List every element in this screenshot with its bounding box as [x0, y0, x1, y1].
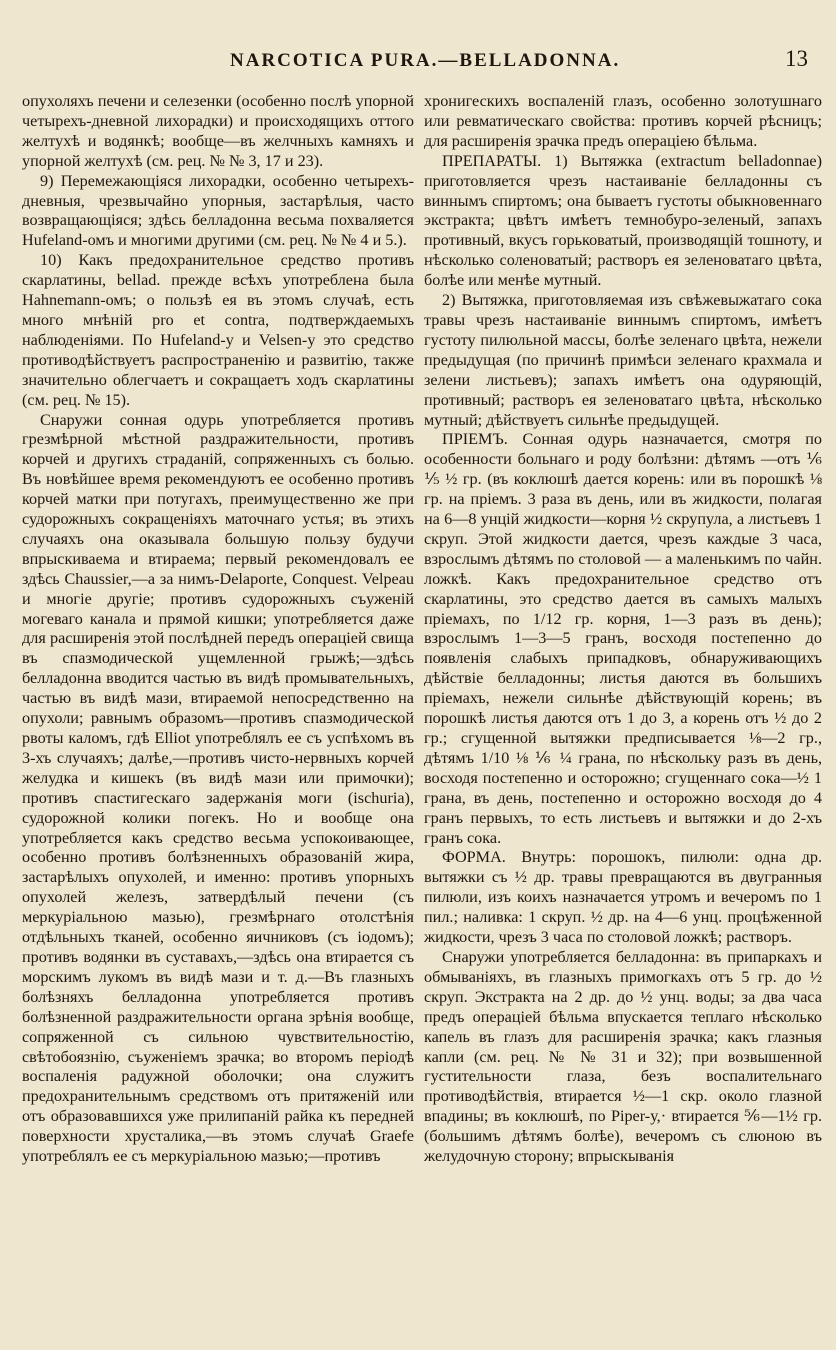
paragraph: Снаружи употребляется белладонна: въ припаркахъ и обмываніяхъ, въ глазныхъ примогкахъ отъ 5 гр. до ½ скруп. Экстракта на 2 др. до ½ унц. воды; за два часа предъ операціей бѣльма впускается теплаго нѣсколько капель въ глазъ для расширенія зрачка; какъ глазныя капли (см. рец. № № 31 и 32); при возвышенной густительности глаза, безъ воспалительнаго противодѣйствія, втирается ½—1 скр. около глазной впадины; въ коклюшѣ, по Piper-у,· втирается ⅚—1½ гр. (большимъ дѣтямъ болѣе), вечеромъ съ слюною въ желудочную сторону; впрыскыванія [424, 947, 822, 1166]
paragraph: ПРЕПАРАТЫ. 1) Вытяжка (extractum belladonnae) приготовляется чрезъ настаиваніе белладонны съ виннымъ спиртомъ; она бываетъ густоты обыкновеннаго экстракта; цвѣтъ имѣетъ темнобуро-зеленый, запахъ противный, вкусъ горьковатый, производящій тошноту, и нѣсколько соленоватый; растворъ ея зеленоватаго цвѣта, болѣе или менѣе мутный. [424, 151, 822, 290]
paragraph: ФОРМА. Внутрь: порошокъ, пилюли: одна др. вытяжки съ ½ др. травы превращаются въ двугранныя пилюли, изъ коихъ назначается утромъ и вечеромъ по 1 пил.; наливка: 1 скруп. ½ др. на 4—6 унц. процѣженной жидкости, чрезъ 3 часа по столовой ложкѣ; растворъ. [424, 848, 822, 947]
paragraph: опухоляхъ печени и селезенки (особенно послѣ упорной четырехъ-дневной лихорадки) и происходящихъ оттого желтухѣ и водянкѣ; вообще—въ желчныхъ камняхъ и упорной желтухѣ (см. рец. № № 3, 17 и 23). [22, 92, 414, 170]
paragraph: Снаружи сонная одурь употребляется противъ грезмѣрной мѣстной раздражительности, противъ корчей и другихъ страданій, сопряженныхъ съ болью. Въ новѣйшее время рекомендуютъ ее особенно противъ корчей матки при потугахъ, преимущественно же при судорожныхъ сокращеніяхъ маточнаго устья; въ этихъ случаяхъ она оказывала большую пользу будучи впрыскиваема и втираема; первый рекомендовалъ ее здѣсь Chaussier,—а за нимъ-Delaporte, Conquest. Velpeau и многіе другіе; противъ судорожныхъ съуженій могеваго канала и прямой кишки; употребляется даже для расширенія этой послѣдней передъ операціей свища въ спазмодической ущемленной грыжѣ;—здѣсь белладонна вводится частью въ видѣ промывательныхъ, частью въ видѣ мази, втираемой непосредственно на опухоли; равнымъ образомъ—противъ спазмодической рвоты каломъ, гдѣ Elliot употреблялъ ее съ успѣхомъ въ 3-хъ случаяхъ; далѣе,—противъ чисто-нервныхъ корчей желудка и кишекъ (въ видѣ мази или примочки); противъ спастигескаго задержанія моги (ischuria), судорожной колики погекъ. Но и вообще она употребляется какъ средство весьма успокоивающее, особенно противъ болѣзненныхъ образованій жира, застарѣлыхъ опухолей, и именно: противъ упорныхъ опухолей железъ, затвердѣлый печени (съ меркуріальною мазью), грезмѣрнаго отолстѣнія отдѣльныхъ тканей, особенно яичниковъ (съ іодомъ); противъ водянки въ суставахъ,—здѣсь она втирается съ морскимъ лукомъ въ видѣ мази и т. д.—Въ глазныхъ болѣзняхъ белладонна употребляется противъ болѣзненной раздражительности органа зрѣнія вообще, сопряженной съ сильною чувствительностію, свѣтобоязнію, съуженіемъ зрачка; во второмъ періодѣ воспаленія радужной оболочки; она служитъ предохранительнымъ средствомъ отъ притяженій или отъ образовавшихся уже прилипаній райка къ передней поверхности хрусталика,—въ этомъ случаѣ Graefe употреблялъ ее съ меркуріальною мазью;—противъ [22, 410, 414, 1166]
paragraph: 2) Вытяжка, приготовляемая изъ свѣжевыжатаго сока травы чрезъ настаиваніе виннымъ спиртомъ, имѣетъ густоту пилюльной массы, болѣе зеленаго цвѣта, нежели предыдущая (по причинѣ примѣси зеленаго крахмала и зелени листьевъ); запахъ имѣетъ она одуряющій, противный; растворъ ея зеленоватаго цвѣта, нѣсколько мутный; дѣйствуетъ сильнѣе предыдущей. [424, 291, 822, 429]
paragraph: 9) Перемежающіяся лихорадки, особенно четырехъ-дневныя, чрезвычайно упорныя, застарѣлыя, часто возвращающіяся; здѣсь белладонна весьма похваляется Hufeland-омъ и многими другими (см. рец. № № 4 и 5.). [22, 171, 414, 250]
page-number: 13 [785, 46, 808, 71]
page-header [40, 46, 808, 76]
paragraph: хронигескихъ воспаленій глазъ, особенно золотушнаго или ревматическаго свойства: противъ корчей рѣсницъ; для расширенія зрачка предъ операціею бѣльма. [424, 92, 822, 150]
left-text-column [22, 92, 414, 1167]
paragraph: ПРІЕМЪ. Сонная одурь назначается, смотря по особенности больнаго и роду болѣзни: дѣтямъ —отъ ⅙ ⅕ ½ гр. (въ коклюшѣ дается корень: или въ порошкѣ ⅛ гр. на пріемъ. 3 раза въ день, или въ жидкости, полагая на 6—8 унцій жидкости—корня ½ скрупула, а листьевъ 1 скруп. Этой жидкости дается, чрезъ каждые 3 часа, взрослымъ дѣтямъ по столовой — а маленькимъ по чайн. ложкѣ. Какъ предохранительное средство отъ скарлатины, это средство дается въ самыхъ малыхъ пріемахъ, по 1/12 гр. корня, 1—3 разъ въ день); взрослымъ 1—3—5 гранъ, восходя постепенно до появленія слабыхъ припадковъ, обнаруживающихъ дѣйствіе белладонны; листья даются въ большихъ пріемахъ, нежели сильнѣе дѣйствующій корень; въ порошкѣ листья даются отъ 1 до 3, а корень отъ ½ до 2 гр.; сгущенной вытяжки предписывается ⅛—2 гр., дѣтямъ 1/10 ⅛ ⅙ ¼ грана, по нѣскольку разъ въ день, восходя постепенно и осторожно; сгущеннаго сока—½ 1 грана, въ день, постепенно и осторожно восходя до 4 гранъ первыхъ, то есть листьевъ и вытяжки и до 2-хъ гранъ сока. [424, 430, 822, 847]
right-text-column [424, 92, 822, 1167]
running-title: NARCOTICA PURA.—BELLADONNA. [230, 50, 621, 71]
paragraph: 10) Какъ предохранительное средство противъ скарлатины, bellad. прежде всѣхъ употреблена была Hahnemann-омъ; о пользѣ ея въ этомъ случаѣ, есть много мнѣній pro et contra, подтверждаемыхъ наблюденіями. По Hufeland-у и Velsen-у это средство противодѣйствуетъ распространенію и развитію, также значительно облегчаетъ и сокращаетъ ходъ скарлатины (см. рец. № 15). [22, 251, 414, 409]
